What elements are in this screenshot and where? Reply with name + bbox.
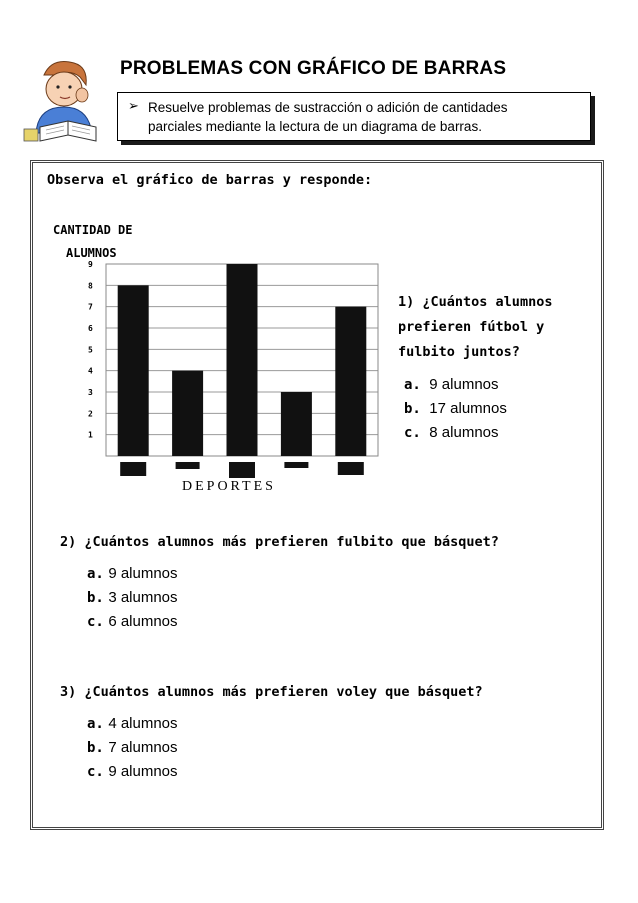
category-pictogram-block [120, 462, 146, 476]
bar [335, 307, 366, 456]
y-tick-label: 4 [88, 366, 93, 376]
chart-bars [118, 264, 367, 456]
category-pictogram-block [284, 462, 308, 468]
question-2-option-b[interactable]: b. 3 alumnos [87, 589, 178, 606]
bullet-arrow-icon: ➢ [128, 99, 139, 114]
objective-box [117, 92, 591, 141]
student-reading-illustration [22, 55, 114, 145]
question-2-options [87, 562, 178, 634]
y-tick-label: 3 [88, 388, 93, 397]
question-3-options [87, 712, 178, 784]
y-tick-label: 5 [88, 345, 93, 355]
instruction-text: Observa el gráfico de barras y responde: [47, 172, 373, 188]
category-blocks [120, 462, 364, 478]
question-1-number: 1) [398, 294, 415, 310]
objective-line-1: Resuelve problemas de sustracción o adición de cantidades [148, 100, 508, 115]
question-2-option-c[interactable]: c. 6 alumnos [87, 613, 178, 630]
question-1-option-b[interactable]: b. 17 alumnos [404, 400, 507, 417]
objective-line-2: parciales mediante la lectura de un diagrama de barras. [148, 119, 482, 134]
page-title: PROBLEMAS CON GRÁFICO DE BARRAS [120, 58, 507, 79]
y-axis-label-line-2: ALUMNOS [66, 246, 117, 260]
y-tick-label: 9 [88, 260, 93, 269]
question-3-option-c[interactable]: c. 9 alumnos [87, 763, 178, 780]
y-tick-label: 6 [88, 324, 93, 333]
question-1-option-c[interactable]: c. 8 alumnos [404, 424, 499, 441]
y-tick-label: 7 [88, 302, 93, 312]
bar-chart [48, 212, 388, 500]
question-1 [398, 290, 598, 445]
question-3-option-b[interactable]: b. 7 alumnos [87, 739, 178, 756]
question-1-option-a[interactable]: a. 9 alumnos [404, 376, 499, 393]
question-1-line-1: 1) ¿Cuántos alumnos [398, 294, 553, 310]
bar [118, 285, 149, 456]
category-pictogram-block [176, 462, 200, 469]
question-2: 2) ¿Cuántos alumnos más prefieren fulbito que básquet? [60, 534, 499, 550]
y-tick-label: 2 [88, 409, 93, 419]
question-1-line-3: fulbito juntos? [398, 344, 520, 360]
bar [281, 392, 312, 456]
objective-text [148, 98, 582, 136]
question-2-option-a[interactable]: a. 9 alumnos [87, 565, 178, 582]
question-3-option-a[interactable]: a. 4 alumnos [87, 715, 178, 732]
question-1-line-2: prefieren fútbol y [398, 319, 545, 335]
y-tick-label: 1 [88, 430, 93, 440]
question-1-options [398, 373, 598, 445]
category-pictogram-block [229, 462, 255, 478]
bar [172, 371, 203, 456]
bar [227, 264, 258, 456]
y-tick-labels [88, 260, 93, 440]
y-tick-label: 8 [88, 281, 93, 291]
y-axis-label-line-1: CANTIDAD DE [53, 223, 133, 237]
question-3: 3) ¿Cuántos alumnos más prefieren voley que básquet? [60, 684, 483, 700]
category-pictogram-block [338, 462, 364, 475]
x-axis-label: DEPORTES [182, 479, 276, 494]
